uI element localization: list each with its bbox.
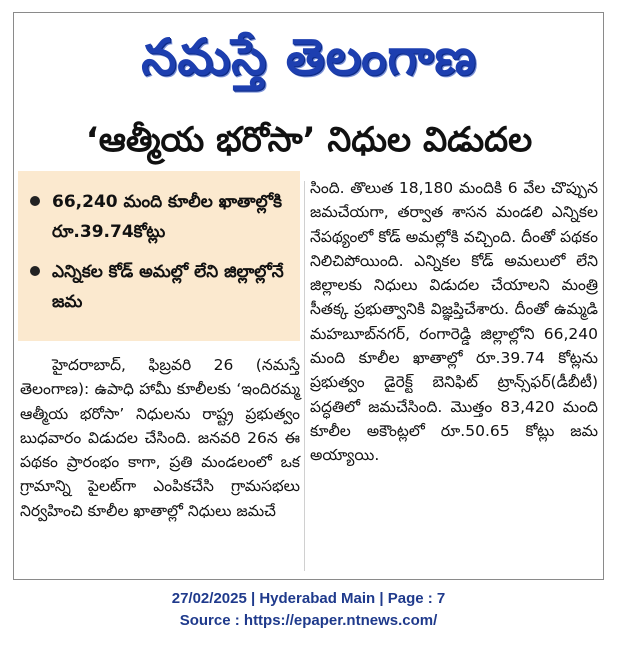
highlight-text: ఎన్నికల కోడ్ అమల్లో లేని జిల్లాల్లోనే జమ <box>52 262 284 312</box>
highlights-box <box>18 171 300 341</box>
source-link[interactable]: Source : https://epaper.ntnews.com/ <box>179 612 438 629</box>
highlight-item <box>30 257 290 317</box>
highlight-text: 66,240 మంది కూలీల ఖాతాల్లోకి రూ.39.74కోట్లు <box>52 192 283 242</box>
article-headline: ‘ఆత్మీయ భరోసా’ నిధుల విడుదల <box>85 120 533 160</box>
article-body-left-column: హైదరాబాద్, ఫిబ్రవరి 26 (నమస్తే తెలంగాణ): ఉపాధి హామీ కూలీలకు ‘ఇందిరమ్మ ఆత్మీయ భరోసా’ నిధులను రాష్ట్ర ప్రభుత్వం బుధవారం విడుదల చేసింది. జనవరి 26న ఈ పథకం ప్రారంభం కాగా, ప్రతి మండలంలో ఒక గ్రామాన్ని పైలట్‌గా ఎంపికచేసి గ్రామసభలు నిర్వహించి కూలీల ఖాతాల్లో నిధులు జమచే <box>20 356 300 520</box>
edition-info: 27/02/2025 | Hyderabad Main | Page : 7 <box>171 590 446 607</box>
article-body-right-column: సింది. తొలుత 18,180 మందికి 6 వేల చొప్పున జమచేయగా, తర్వాత శాసన మండలి ఎన్నికల నేపథ్యంలో కోడ్ అమల్లోకి వచ్చింది. దీంతో పథకం నిలిచిపోయింది. ఎన్నికల కోడ్ అమలులో లేని జిల్లాలకు నిధులు విడుదల చేయాలని మంత్రి సీతక్క ప్రభుత్వానికి విజ్ఞప్తిచేశారు. దీంతో ఉమ్మడి మహబూబ్‌నగర్, రంగారెడ్డి జిల్లాల్లోని 66,240 మంది కూలీల ఖాతాల్లో రూ.39.74 కోట్లను ప్రభుత్వం డైరెక్ట్ బెనిఫిట్ ట్రాన్స్‌ఫర్(డీబీటీ) పద్ధతిలో జమచేసింది. మొత్తం 83,420 మంది కూలీల అకౌంట్లలో రూ.50.65 కోట్లు జమ అయ్యాయి. <box>310 179 598 465</box>
newspaper-masthead: నమస్తే తెలంగాణ <box>141 28 477 86</box>
clipping-frame <box>13 12 604 580</box>
column-divider <box>304 181 305 571</box>
highlight-item <box>30 187 290 247</box>
bullet-icon <box>30 266 40 276</box>
bullet-icon <box>30 196 40 206</box>
